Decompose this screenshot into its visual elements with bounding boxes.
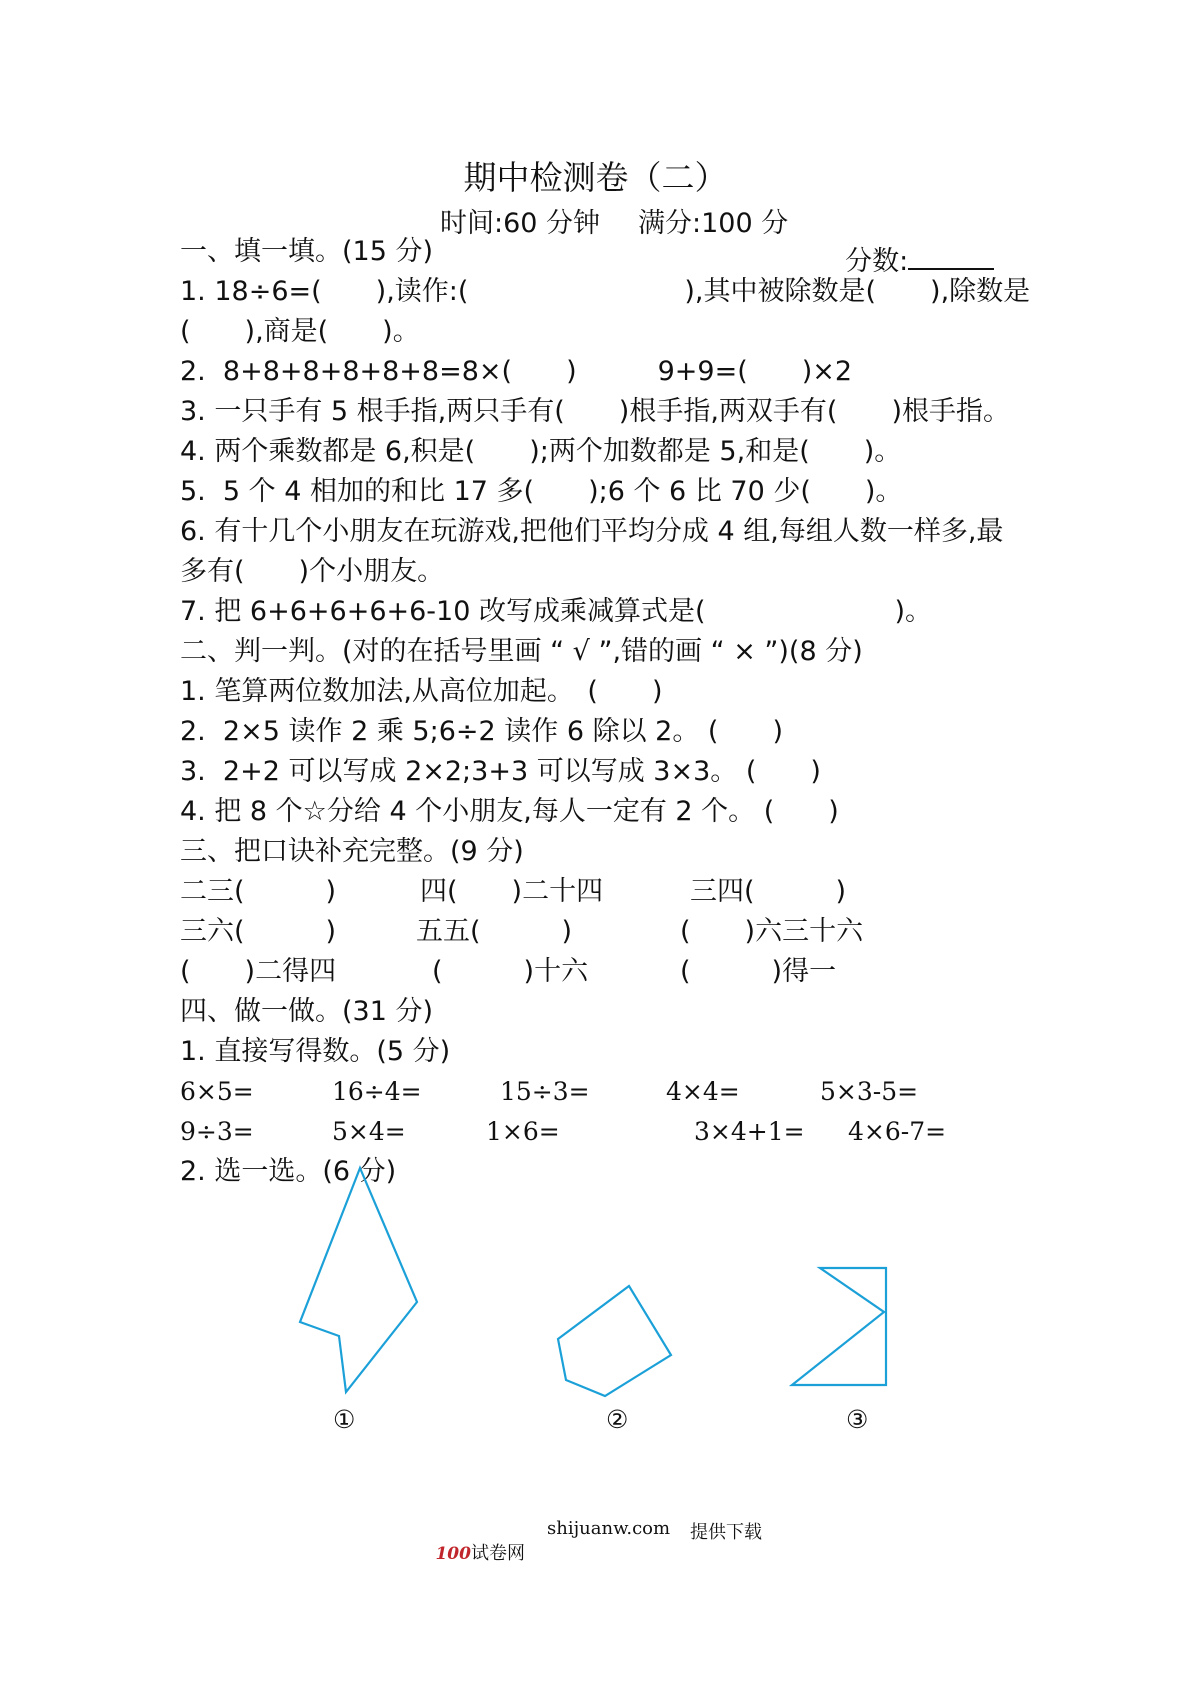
- calc-item: 1×6=: [486, 1117, 560, 1146]
- score-label: 分数:: [845, 246, 909, 277]
- judge-line: 2. 2×5 读作 2 乘 5;6÷2 读作 6 除以 2。 ( ): [180, 716, 784, 747]
- calc-item: 5×4=: [332, 1117, 406, 1146]
- judge-line: 4. 把 8 个☆分给 4 个小朋友,每人一定有 2 个。 ( ): [180, 796, 839, 827]
- shape-1-pentagon: [300, 1168, 417, 1392]
- section1-heading: 一、填一填。(15 分): [180, 236, 434, 267]
- subsection-heading: 2. 选一选。(6 分): [180, 1156, 397, 1187]
- question-line: 6. 有十几个小朋友在玩游戏,把他们平均分成 4 组,每组人数一样多,最: [180, 516, 1004, 547]
- calc-item: 4×4=: [666, 1077, 740, 1106]
- shape-label: ②: [606, 1405, 629, 1434]
- time-info: 时间:60 分钟: [440, 208, 601, 239]
- section4-heading: 四、做一做。(31 分): [180, 996, 434, 1027]
- question-line: 4. 两个乘数都是 6,积是( );两个加数都是 5,和是( )。: [180, 436, 902, 467]
- question-line: 2. 8+8+8+8+8+8=8×( ) 9+9=( )×2: [180, 356, 853, 387]
- rhyme-cell: 二三( ): [180, 876, 337, 907]
- footer-brand: [424, 1518, 525, 1565]
- question-line: 1. 18÷6=( ),读作:( ),其中被除数是( ),除数是: [180, 276, 1031, 307]
- section2-heading: 二、判一判。(对的在括号里画 “ √ ”,错的画 “ × ”)(8 分): [180, 636, 863, 667]
- judge-line: 1. 笔算两位数加法,从高位加起。 ( ): [180, 676, 663, 707]
- calc-item: 16÷4=: [332, 1077, 422, 1106]
- calc-item: 6×5=: [180, 1077, 254, 1106]
- score-blank: [908, 242, 994, 270]
- rhyme-cell: 五五( ): [416, 916, 573, 947]
- section3-heading: 三、把口诀补充完整。(9 分): [180, 836, 524, 867]
- calc-item: 3×4+1=: [694, 1117, 805, 1146]
- question-line: 7. 把 6+6+6+6+6-10 改写成乘减算式是( )。: [180, 596, 933, 627]
- calc-item: 5×3-5=: [820, 1077, 919, 1106]
- calc-item: 15÷3=: [500, 1077, 590, 1106]
- footer-url[interactable]: shijuanw.com: [547, 1518, 671, 1539]
- footer-provided: 提供下载: [690, 1522, 762, 1543]
- calc-item: 4×6-7=: [848, 1117, 947, 1146]
- shape-3-figure: [792, 1268, 886, 1385]
- score-field: [828, 206, 994, 280]
- rhyme-cell: 四( )二十四: [420, 876, 604, 907]
- question-line: 3. 一只手有 5 根手指,两只手有( )根手指,两双手有( )根手指。: [180, 396, 1010, 427]
- site-logo: 100: [435, 1544, 471, 1564]
- rhyme-cell: 三六( ): [180, 916, 337, 947]
- shape-2-pentagon: [558, 1286, 671, 1396]
- page-title: 期中检测卷（二）: [463, 158, 728, 197]
- question-line: ( ),商是( )。: [180, 316, 420, 347]
- calc-item: 9÷3=: [180, 1117, 254, 1146]
- rhyme-cell: ( )二得四: [180, 956, 337, 987]
- rhyme-cell: 三四( ): [690, 876, 847, 907]
- judge-line: 3. 2+2 可以写成 2×2;3+3 可以写成 3×3。 ( ): [180, 756, 821, 787]
- shape-label: ①: [333, 1405, 356, 1434]
- shape-label: ③: [846, 1405, 869, 1434]
- full-score-info: 满分:100 分: [638, 208, 789, 239]
- rhyme-cell: ( )得一: [680, 956, 837, 987]
- question-line: 多有( )个小朋友。: [180, 556, 445, 587]
- site-name: 试卷网: [470, 1543, 525, 1564]
- rhyme-cell: ( )十六: [432, 956, 589, 987]
- rhyme-cell: ( )六三十六: [680, 916, 864, 947]
- subsection-heading: 1. 直接写得数。(5 分): [180, 1036, 451, 1067]
- question-line: 5. 5 个 4 相加的和比 17 多( );6 个 6 比 70 少( )。: [180, 476, 903, 507]
